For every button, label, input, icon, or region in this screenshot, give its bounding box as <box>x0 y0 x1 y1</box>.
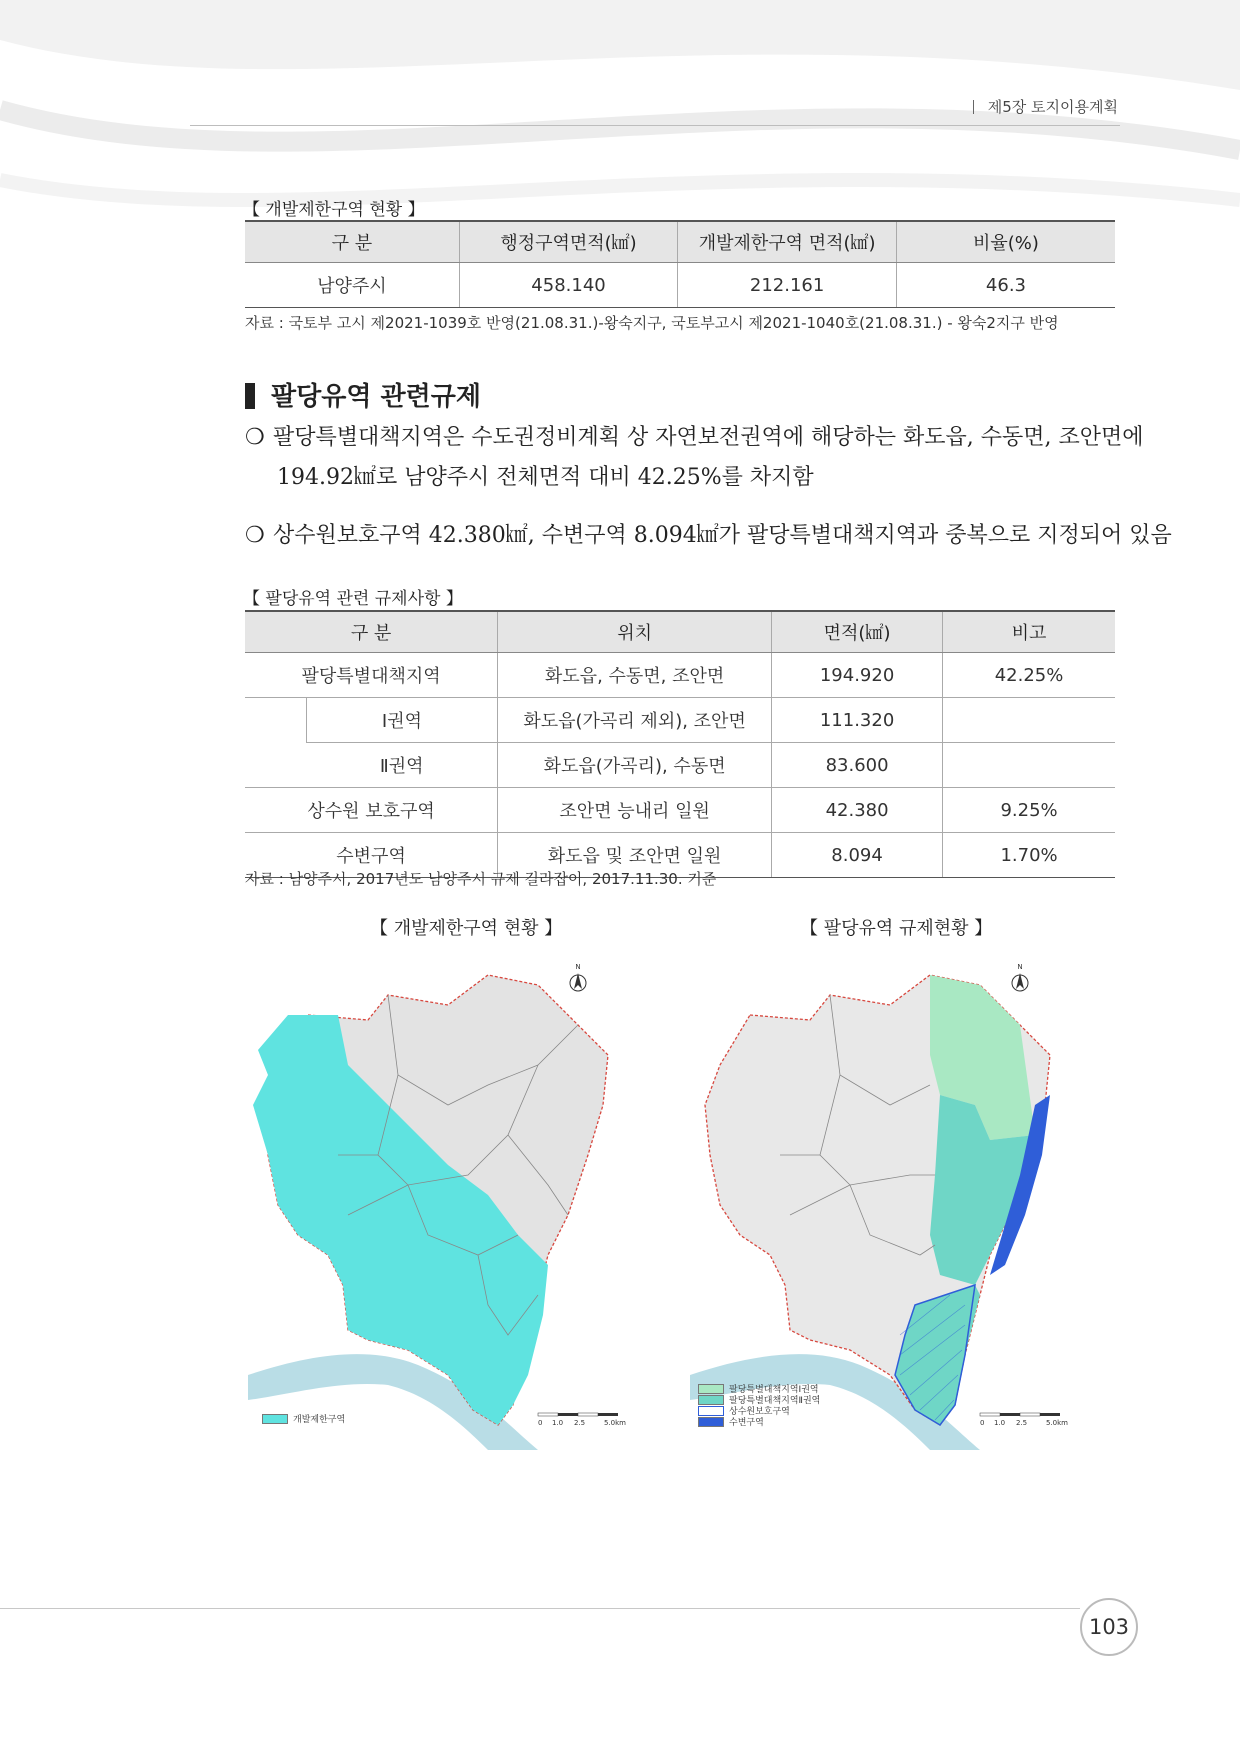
table2-caption: 【 팔당유역 관련 규제사항 】 <box>243 589 463 609</box>
greenbelt-map-title: 【 개발제한구역 현황 】 <box>370 918 563 939</box>
scale-label: 1.0 <box>552 1419 564 1427</box>
table-row <box>245 653 1115 698</box>
scale-label: 0 <box>980 1419 985 1427</box>
table-cell: 팔당특별대책지역 <box>245 653 498 698</box>
page-number: 103 <box>1080 1598 1138 1656</box>
scale-label: 5.0km <box>604 1419 627 1427</box>
table-cell: 111.320 <box>772 698 943 743</box>
table-cell: 화도읍, 수동면, 조안면 <box>498 653 772 698</box>
table-cell: 수변구역 <box>245 833 498 878</box>
scale-label: 1.0 <box>994 1419 1006 1427</box>
table-cell: 8.094 <box>772 833 943 878</box>
table-header-row <box>245 611 1115 653</box>
table-row <box>245 788 1115 833</box>
legend-item <box>262 1413 345 1424</box>
table-cell: 화도읍(가곡리), 수동면 <box>498 743 772 788</box>
table-cell: 화도읍(가곡리 제외), 조안면 <box>498 698 772 743</box>
greenbelt-map <box>248 955 673 1450</box>
table-cell: 212.161 <box>678 263 897 308</box>
legend-swatch <box>262 1414 288 1424</box>
legend-label: 개발제한구역 <box>293 1415 346 1425</box>
table-header-cell: 구 분 <box>245 221 459 263</box>
table-cell: 조안면 능내리 일원 <box>498 788 772 833</box>
table-cell: 46.3 <box>896 263 1115 308</box>
table-cell: 42.380 <box>772 788 943 833</box>
bullet-item <box>245 516 1172 556</box>
scale-label: 5.0km <box>1046 1419 1069 1427</box>
legend-label: 팔당특별대책지역Ⅱ권역 <box>729 1396 821 1406</box>
chapter-title: 제5장 토지이용계획 <box>987 98 1118 116</box>
table-cell: 42.25% <box>943 653 1115 698</box>
table-cell: 1.70% <box>943 833 1115 878</box>
table-cell: Ⅰ권역 <box>306 698 497 743</box>
bullet-text: 팔당특별대책지역은 수도권정비계획 상 자연보전권역에 해당하는 화도읍, 수동면, 조안면에 <box>273 425 1144 450</box>
table-cell: 83.600 <box>772 743 943 788</box>
footer-rule <box>0 1608 1080 1609</box>
bullet-text-continued: 194.92㎢로 남양주시 전체면적 대비 42.25%를 차지함 <box>277 465 814 490</box>
north-label: N <box>1017 963 1023 971</box>
table-cell: 458.140 <box>459 263 678 308</box>
table-cell: 남양주시 <box>245 263 459 308</box>
legend-label: 상수원보호구역 <box>729 1407 790 1417</box>
header-rule <box>190 125 1120 126</box>
greenbelt-table <box>245 220 1115 308</box>
table-cell <box>943 743 1115 788</box>
circle-bullet-icon: ❍ <box>245 425 265 450</box>
greenbelt-legend <box>262 1413 345 1424</box>
table-cell: 화도읍 및 조안면 일원 <box>498 833 772 878</box>
scale-label: 0 <box>538 1419 543 1427</box>
table-cell: 194.920 <box>772 653 943 698</box>
table-header-cell: 비율(%) <box>896 221 1115 263</box>
paldang-map-title: 【 팔당유역 규제현황 】 <box>800 918 993 939</box>
table-header-cell: 비고 <box>943 611 1115 653</box>
legend-swatch <box>698 1406 724 1416</box>
legend-swatch <box>698 1417 724 1427</box>
circle-bullet-icon: ❍ <box>245 523 265 548</box>
legend-label: 팔당특별대책지역Ⅰ권역 <box>729 1385 819 1395</box>
section-title-text: 팔당유역 관련규제 <box>271 382 481 412</box>
bullet-item <box>245 418 1144 498</box>
section-heading <box>245 376 481 413</box>
table-cell <box>943 698 1115 743</box>
table-header-cell: 개발제한구역 면적(㎢) <box>678 221 897 263</box>
table-header-cell: 위치 <box>498 611 772 653</box>
scale-bar <box>538 1413 626 1427</box>
table-cell: Ⅱ권역 <box>306 743 497 788</box>
table1-source: 자료 : 국토부 고시 제2021-1039호 반영(21.08.31.)-왕숙지구, 국토부고시 제2021-1040호(21.08.31.) - 왕숙2지구 반영 <box>245 314 1059 332</box>
header-bar <box>973 100 974 114</box>
table-header-row <box>245 221 1115 263</box>
legend-swatch <box>698 1395 724 1405</box>
table-row <box>245 698 1115 743</box>
chapter-header <box>973 96 1118 117</box>
paldang-legend <box>698 1383 820 1427</box>
legend-swatch <box>698 1384 724 1394</box>
table-cell: 상수원 보호구역 <box>245 788 498 833</box>
indent-cell <box>245 698 306 788</box>
scale-bar <box>980 1413 1068 1427</box>
legend-item <box>698 1416 820 1427</box>
table-header-cell: 구 분 <box>245 611 498 653</box>
table-cell: 9.25% <box>943 788 1115 833</box>
scale-label: 2.5 <box>574 1419 586 1427</box>
north-label: N <box>575 963 581 971</box>
table-row <box>245 263 1115 308</box>
table2-source: 자료 : 남양주시, 2017년도 남양주시 규제 길라잡이, 2017.11.30. 기준 <box>245 870 717 888</box>
bullet-text: 상수원보호구역 42.380㎢, 수변구역 8.094㎢가 팔당특별대책지역과 중복으로 지정되어 있음 <box>273 523 1172 548</box>
table-header-cell: 행정구역면적(㎢) <box>459 221 678 263</box>
table-row <box>245 743 1115 788</box>
legend-label: 수변구역 <box>729 1418 764 1428</box>
greenbelt-map-svg <box>248 955 673 1450</box>
heading-square-icon <box>245 383 255 409</box>
paldang-regulation-table <box>245 610 1115 878</box>
table-header-cell: 면적(㎢) <box>772 611 943 653</box>
paldang-map-svg <box>690 955 1115 1450</box>
table1-caption: 【 개발제한구역 현황 】 <box>243 200 425 220</box>
scale-label: 2.5 <box>1016 1419 1028 1427</box>
paldang-map <box>690 955 1115 1450</box>
